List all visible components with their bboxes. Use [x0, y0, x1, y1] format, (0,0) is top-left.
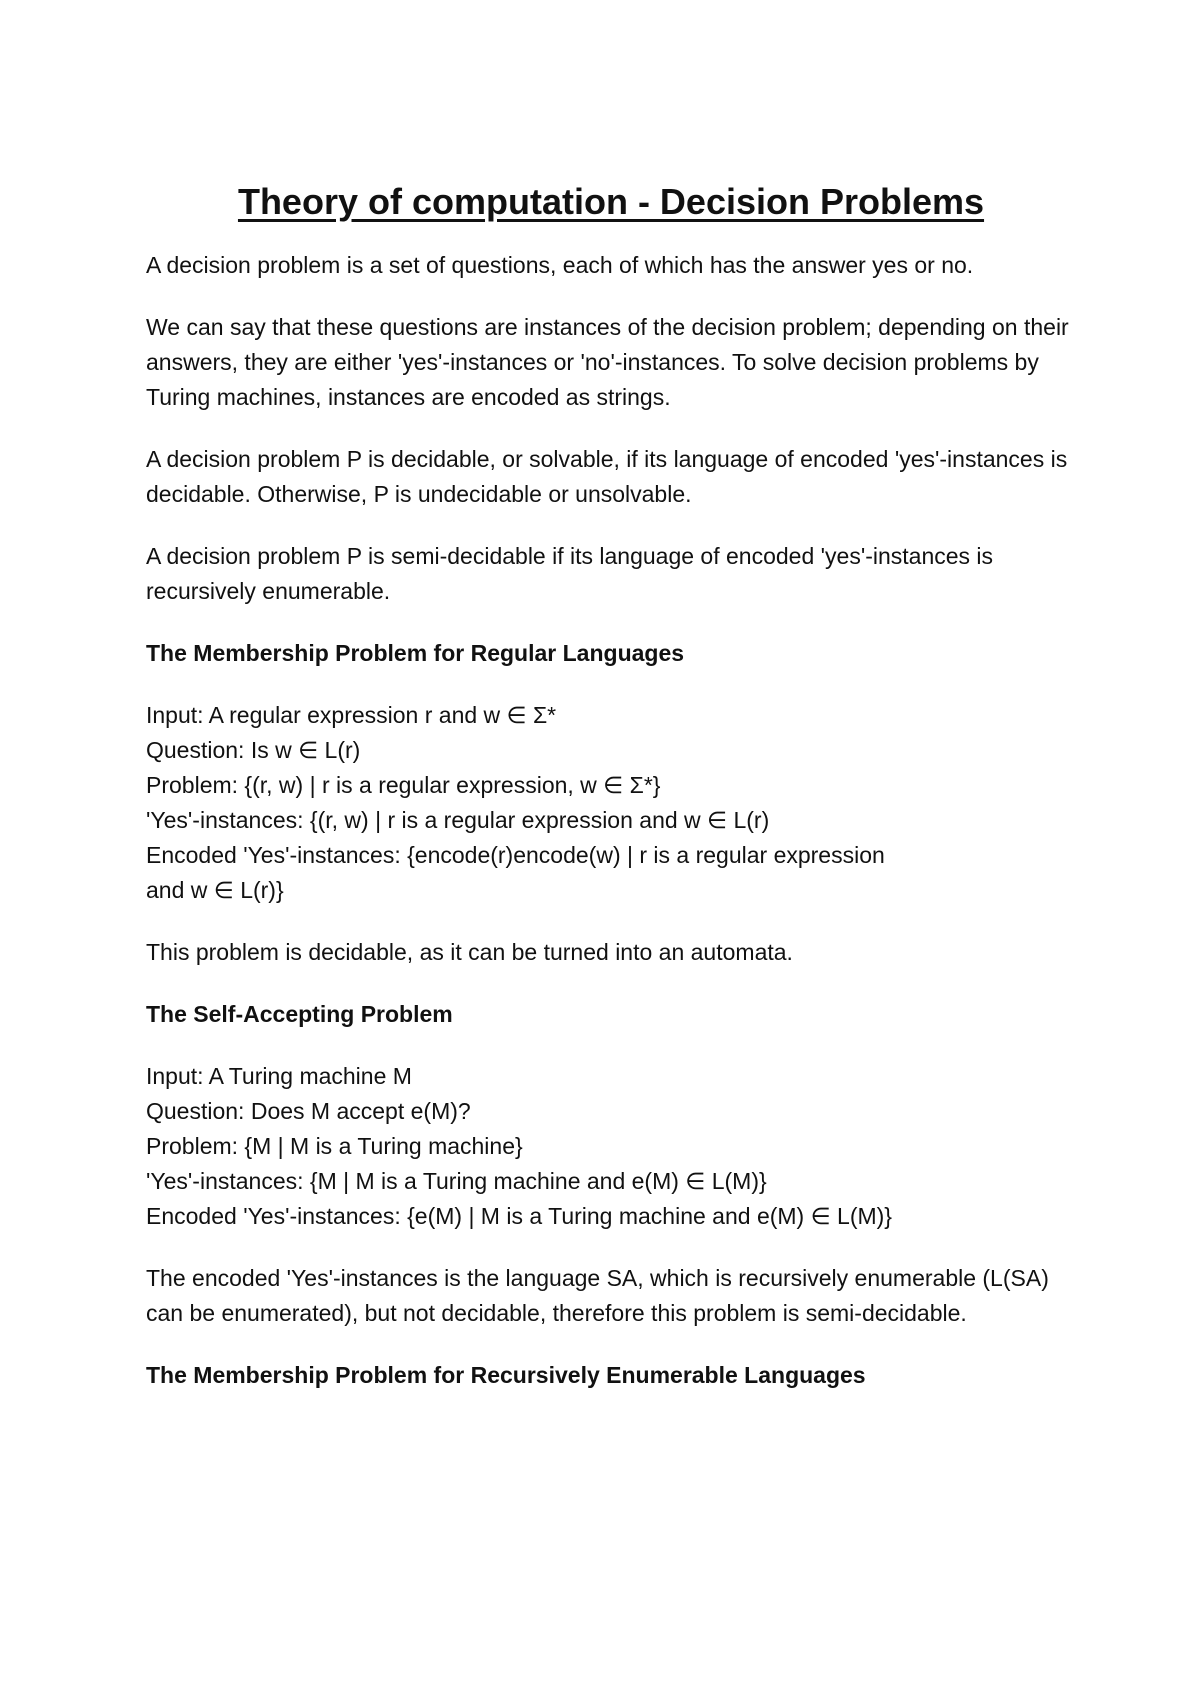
intro-paragraph-2: We can say that these questions are instances of the decision problem; depending on their answers, they are either 'yes'-instances or 'no'-instances. To solve decision problems by Turing machines, instances are encoded as strings.	[146, 314, 1069, 410]
intro-paragraph-1: A decision problem is a set of questions, each of which has the answer yes or no.	[146, 252, 974, 278]
definition-line: Question: Does M accept e(M)?	[146, 1098, 471, 1124]
definition-line: and w ∈ L(r)}	[146, 877, 284, 903]
definition-line: Problem: {M | M is a Turing machine}	[146, 1133, 523, 1159]
regular-membership-definition	[146, 698, 1076, 908]
self-accepting-conclusion: The encoded 'Yes'-instances is the language SA, which is recursively enumerable (L(SA) can be enumerated), but not decidable, therefore this problem is semi-decidable.	[146, 1265, 1049, 1326]
definition-line: Question: Is w ∈ L(r)	[146, 737, 361, 763]
intro-paragraph-4: A decision problem P is semi-decidable if its language of encoded 'yes'-instances is recursively enumerable.	[146, 543, 994, 604]
definition-line: Problem: {(r, w) | r is a regular expression, w ∈ Σ*}	[146, 772, 661, 798]
definition-line: Input: A regular expression r and w ∈ Σ*	[146, 702, 557, 728]
document-content	[146, 180, 1076, 1420]
regular-membership-conclusion: This problem is decidable, as it can be turned into an automata.	[146, 939, 793, 965]
definition-line: 'Yes'-instances: {M | M is a Turing machine and e(M) ∈ L(M)}	[146, 1168, 767, 1194]
definition-line: 'Yes'-instances: {(r, w) | r is a regular expression and w ∈ L(r)	[146, 807, 770, 833]
self-accepting-definition	[146, 1059, 1076, 1234]
definition-line: Input: A Turing machine M	[146, 1063, 412, 1089]
intro-paragraph-3: A decision problem P is decidable, or solvable, if its language of encoded 'yes'-instances is decidable. Otherwise, P is undecidable or unsolvable.	[146, 446, 1068, 507]
page-title: Theory of computation - Decision Problems	[237, 181, 985, 222]
definition-line: Encoded 'Yes'-instances: {e(M) | M is a Turing machine and e(M) ∈ L(M)}	[146, 1203, 892, 1229]
section-heading-self-accepting: The Self-Accepting Problem	[146, 1001, 453, 1027]
section-heading-regular-membership: The Membership Problem for Regular Languages	[146, 640, 685, 666]
definition-line: Encoded 'Yes'-instances: {encode(r)encode(w) | r is a regular expression	[146, 842, 885, 868]
section-heading-re-membership: The Membership Problem for Recursively Enumerable Languages	[146, 1362, 866, 1388]
